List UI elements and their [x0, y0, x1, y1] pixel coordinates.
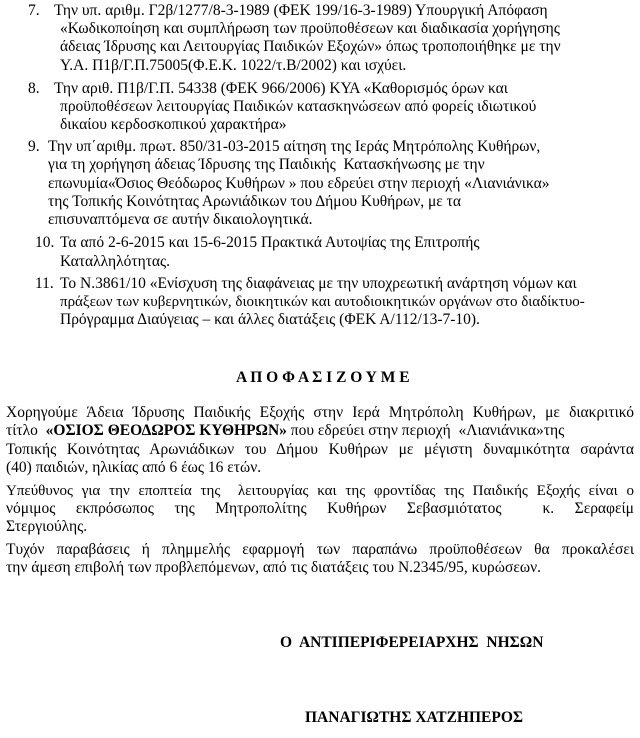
item-7-line-2: «Κωδικοποίηση και συμπλήρωση των προϋποθέσεων και διαδικασία χορήγησης — [60, 20, 560, 37]
item-number-7: 7. — [28, 2, 40, 19]
decision-heading: Α Π Ο Φ Α Σ Ι Ζ Ο Υ Μ Ε — [236, 369, 410, 386]
decision-line-8: Τυχόν παραβάσεις ή πλημμελής εφαρμογή των παραπάνω προϋποθέσεων θα προκαλέσει — [6, 541, 634, 558]
item-number-10: 10. — [35, 234, 55, 251]
decision-line-2 — [6, 422, 634, 440]
decision-line-7: Στεργιούλης. — [6, 518, 88, 535]
item-7-line-1: Την υπ. αριθμ. Γ2β/1277/8-3-1989 (ΦΕΚ 199/16-3-1989) Υπουργική Απόφαση — [54, 2, 548, 19]
decision-line-2-prefix: τίτλο — [6, 422, 46, 439]
item-9-line-4: της Τοπικής Κοινότητας Αρωνιάδικων του Δήμου Κυθήρων, με τα — [48, 193, 462, 210]
camp-name: «ΟΣΙΟΣ ΘΕΟΔΩΡΟΣ ΚΥΘΗΡΩΝ» — [45, 422, 287, 439]
decision-line-6: νόμιμος εκπρόσωπος της Μητροπολίτης Κυθήρων Σεβασμιότατος κ. Σεραφείμ — [6, 500, 634, 517]
item-9-line-3: επωνυμία«Όσιος Θεόδωρος Κυθήρων » που εδρεύει στην περιοχή «Λιανιάνικα» — [48, 175, 550, 192]
item-number-11: 11. — [35, 275, 54, 292]
decision-line-4: (40) παιδιών, ηλικίας από 6 έως 16 ετών. — [6, 459, 262, 476]
item-7-line-3: άδειας Ίδρυσης και Λειτουργίας Παιδικών Εξοχών» όπως τροποποιήθηκε με την — [60, 38, 561, 55]
item-7-line-4: Υ.Α. Π1β/Γ.Π.75005(Φ.Ε.Κ. 1022/τ.Β/2002) και ισχύει. — [60, 57, 407, 74]
item-8-line-3: δικαίου κερδοσκοπικού χαρακτήρα» — [60, 116, 287, 133]
item-8-line-2: προϋποθέσεων λειτουργίας Παιδικών κατασκηνώσεων από φορείς ιδιωτικού — [60, 98, 537, 115]
item-11-line-3: Πρόγραμμα Διαύγειας – και άλλες διατάξεις (ΦΕΚ Α/112/13-7-10). — [60, 311, 480, 328]
decision-line-3: Τοπικής Κοινότητας Αρωνιάδικων του Δήμου Κυθήρων με μέγιστη δυναμικότητα σαράντα — [6, 441, 634, 458]
signatory-title: Ο ΑΝΤΙΠΕΡΙΦΕΡΕΙΑΡΧΗΣ ΝΗΣΩΝ — [280, 634, 544, 651]
decision-line-1: Χορηγούμε Άδεια Ίδρυσης Παιδικής Εξοχής στην Ιερά Μητρόπολη Κυθήρων, με διακριτικό — [6, 404, 634, 421]
signatory-name: ΠΑΝΑΓΙΩΤΗΣ ΧΑΤΖΗΠΕΡΟΣ — [305, 709, 524, 726]
item-11-line-1: Το Ν.3861/10 «Ενίσχυση της διαφάνειας με την υποχρεωτική ανάρτηση νόμων και — [60, 275, 577, 292]
item-number-8: 8. — [28, 80, 40, 97]
item-10-line-2: Καταλληλότητας. — [60, 253, 171, 270]
item-11-line-2: πράξεων των κυβερνητικών, διοικητικών και αυτοδιοικητικών οργάνων στο διαδίκτυο- — [60, 294, 585, 310]
decision-line-2-suffix: που εδρεύει στην περιοχή «Λιανιάνικα»της — [286, 422, 565, 439]
decision-line-5: Υπεύθυνος για την εποπτεία της λειτουργίας και της φροντίδας της Παιδικής Εξοχής είναι ο — [6, 483, 634, 499]
decision-line-9: την άμεση επιβολή των προβλεπόμενων, από τις διατάξεις του Ν.2345/95, κυρώσεων. — [6, 559, 541, 576]
item-9-line-5: επισυναπτόμενα σε αυτήν δικαιολογητικά. — [48, 211, 313, 228]
item-10-line-1: Τα από 2-6-2015 και 15-6-2015 Πρακτικά Αυτοψίας της Επιτροπής — [60, 234, 480, 251]
item-number-9: 9. — [28, 138, 40, 155]
item-9-line-2: για τη χορήγηση άδειας Ίδρυσης της Παιδικής Κατασκήνωσης με την — [48, 156, 485, 173]
item-9-line-1: Την υπ΄αριθμ. πρωτ. 850/31-03-2015 αίτηση της Ιεράς Μητρόπολης Κυθήρων, — [48, 138, 541, 155]
item-8-line-1: Την αριθ. Π1β/Γ.Π. 54338 (ΦΕΚ 966/2006) ΚΥΑ «Καθορισμός όρων και — [54, 80, 508, 97]
